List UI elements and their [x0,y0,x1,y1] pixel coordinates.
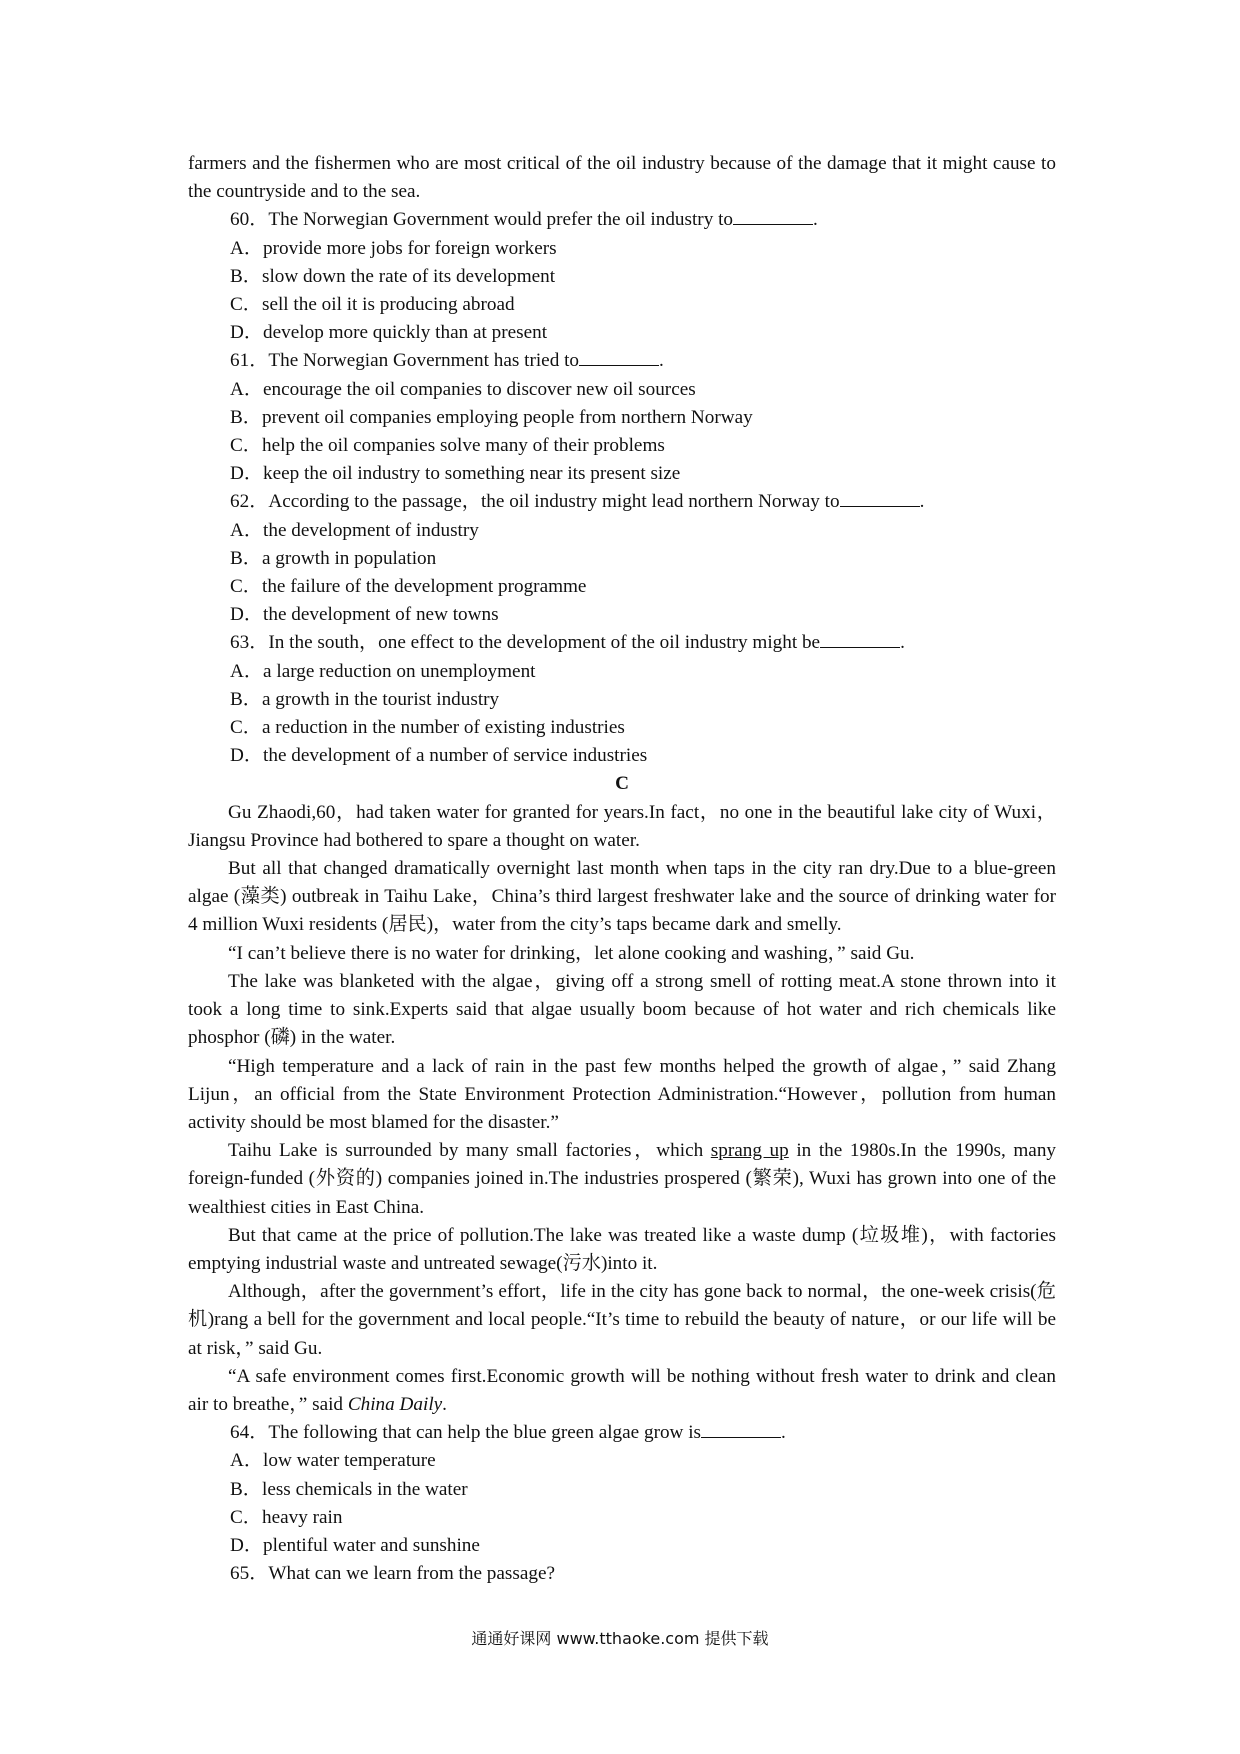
passage-c-paragraph-1: Gu Zhaodi,60，had taken water for granted for years.In fact，no one in the beautiful lake city of Wuxi，Jiangsu Province had bothered to spare a thought on water. [188,801,1056,851]
question-61-stem: 61．The Norwegian Government has tried to [230,350,580,372]
question-64 [188,1419,1056,1447]
passage-b-tail: farmers and the fishermen who are most critical of the oil industry because of the damage that it might cause to the countryside and to the sea. [188,153,1056,203]
passage-c-paragraph-8: Although，after the government’s effort，life in the city has gone back to normal，the one-week crisis(危机)rang a bell for the government and local people.“It’s time to rebuild the beauty of nature，or our life will be at risk，” said Gu. [188,1281,1056,1359]
question-63-stem: 63．In the south，one effect to the development of the oil industry might be [230,632,821,654]
paragraph-text: “A safe environment comes first.Economic growth will be nothing without fresh water to drink and clean air to breathe，” said [188,1365,1056,1415]
paragraph-text: Taihu Lake is surrounded by many small factories，which [228,1140,711,1162]
option-63-a: A．a large reduction on unemployment [230,660,536,682]
option-62-c: C．the failure of the development programme [230,576,587,598]
option-60-a: A．provide more jobs for foreign workers [230,237,557,259]
option-62-a: A．the development of industry [230,519,479,541]
option-61-c: C．help the oil companies solve many of their problems [230,435,665,457]
source-name: China Daily [347,1393,443,1415]
document-page [188,150,1056,1588]
question-end: . [659,350,664,372]
question-end: . [919,491,925,513]
answer-blank [579,364,659,366]
question-65: 65．What can we learn from the passage? [230,1563,555,1585]
option-60-d: D．develop more quickly than at present [230,322,548,344]
passage-c-paragraph-5: “High temperature and a lack of rain in the past few months helped the growth of algae，” said Zhang Lijun，an official from the State Environment Protection Administration.“However，pollution from human activity should be most blamed for the disaster.” [188,1055,1056,1133]
option-64-c: C．heavy rain [230,1506,343,1528]
option-63-c: C．a reduction in the number of existing industries [230,717,625,739]
question-60-stem: 60．The Norwegian Government would prefer the oil industry to [230,209,734,231]
option-60-c: C．sell the oil it is producing abroad [230,294,515,316]
answer-blank [820,646,900,648]
answer-blank [840,505,920,507]
passage-c-paragraph-7: But that came at the price of pollution.The lake was treated like a waste dump (垃圾堆)，with factories emptying industrial waste and untreated sewage(污水)into it. [188,1224,1056,1274]
option-62-d: D．the development of new towns [230,604,499,626]
option-61-a: A．encourage the oil companies to discover new oil sources [230,378,696,400]
question-end: . [781,1422,786,1444]
option-60-b: B．slow down the rate of its development [230,265,556,287]
passage-c-paragraph-3: “I can’t believe there is no water for drinking，let alone cooking and washing，” said Gu. [228,942,915,964]
option-62-b: B．a growth in population [230,547,437,569]
question-64-stem: 64．The following that can help the blue green algae grow is [230,1422,702,1444]
passage-c-paragraph-6 [188,1137,1056,1222]
option-64-a: A．low water temperature [230,1450,436,1472]
page-footer: 通通好课网 www.tthaoke.com 提供下载 [471,1629,769,1648]
section-c-heading: C [615,773,629,795]
question-62-stem: 62．According to the passage，the oil industry might lead northern Norway to [230,491,840,513]
question-63 [188,629,1056,657]
answer-blank [701,1436,781,1438]
option-63-d: D．the development of a number of service industries [230,745,648,767]
question-62 [188,488,1056,516]
paragraph-text: in the 1980s.In the 1990s, many foreign-funded (外资的) companies joined in.The industries prospered (繁荣), Wuxi has grown into one of the wealthiest cities in East China. [188,1140,1057,1218]
passage-c-paragraph-2: But all that changed dramatically overnight last month when taps in the city ran dry.Due to a blue-green algae (藻类) outbreak in Taihu Lake，China’s third largest freshwater lake and the source of drinking water for 4 million Wuxi residents (居民)，water from the city’s taps became dark and smelly. [188,858,1056,936]
option-61-d: D．keep the oil industry to something near its present size [230,463,681,485]
option-64-d: D．plentiful water and sunshine [230,1534,480,1556]
option-63-b: B．a growth in the tourist industry [230,688,500,710]
passage-c-paragraph-9 [188,1363,1056,1419]
answer-blank [733,223,813,225]
question-61 [188,347,1056,375]
question-end: . [900,632,905,654]
question-60 [188,206,1056,234]
option-61-b: B．prevent oil companies employing people from northern Norway [230,406,753,428]
question-end: . [813,209,818,231]
option-64-b: B．less chemicals in the water [230,1478,468,1500]
underlined-phrase: sprang up [710,1140,789,1162]
passage-c-paragraph-4: The lake was blanketed with the algae，giving off a strong smell of rotting meat.A stone thrown into it took a long time to sink.Experts said that algae usually boom because of hot water and rich chemicals like phosphor (磷) in the water. [188,970,1056,1049]
paragraph-text: . [442,1393,447,1415]
